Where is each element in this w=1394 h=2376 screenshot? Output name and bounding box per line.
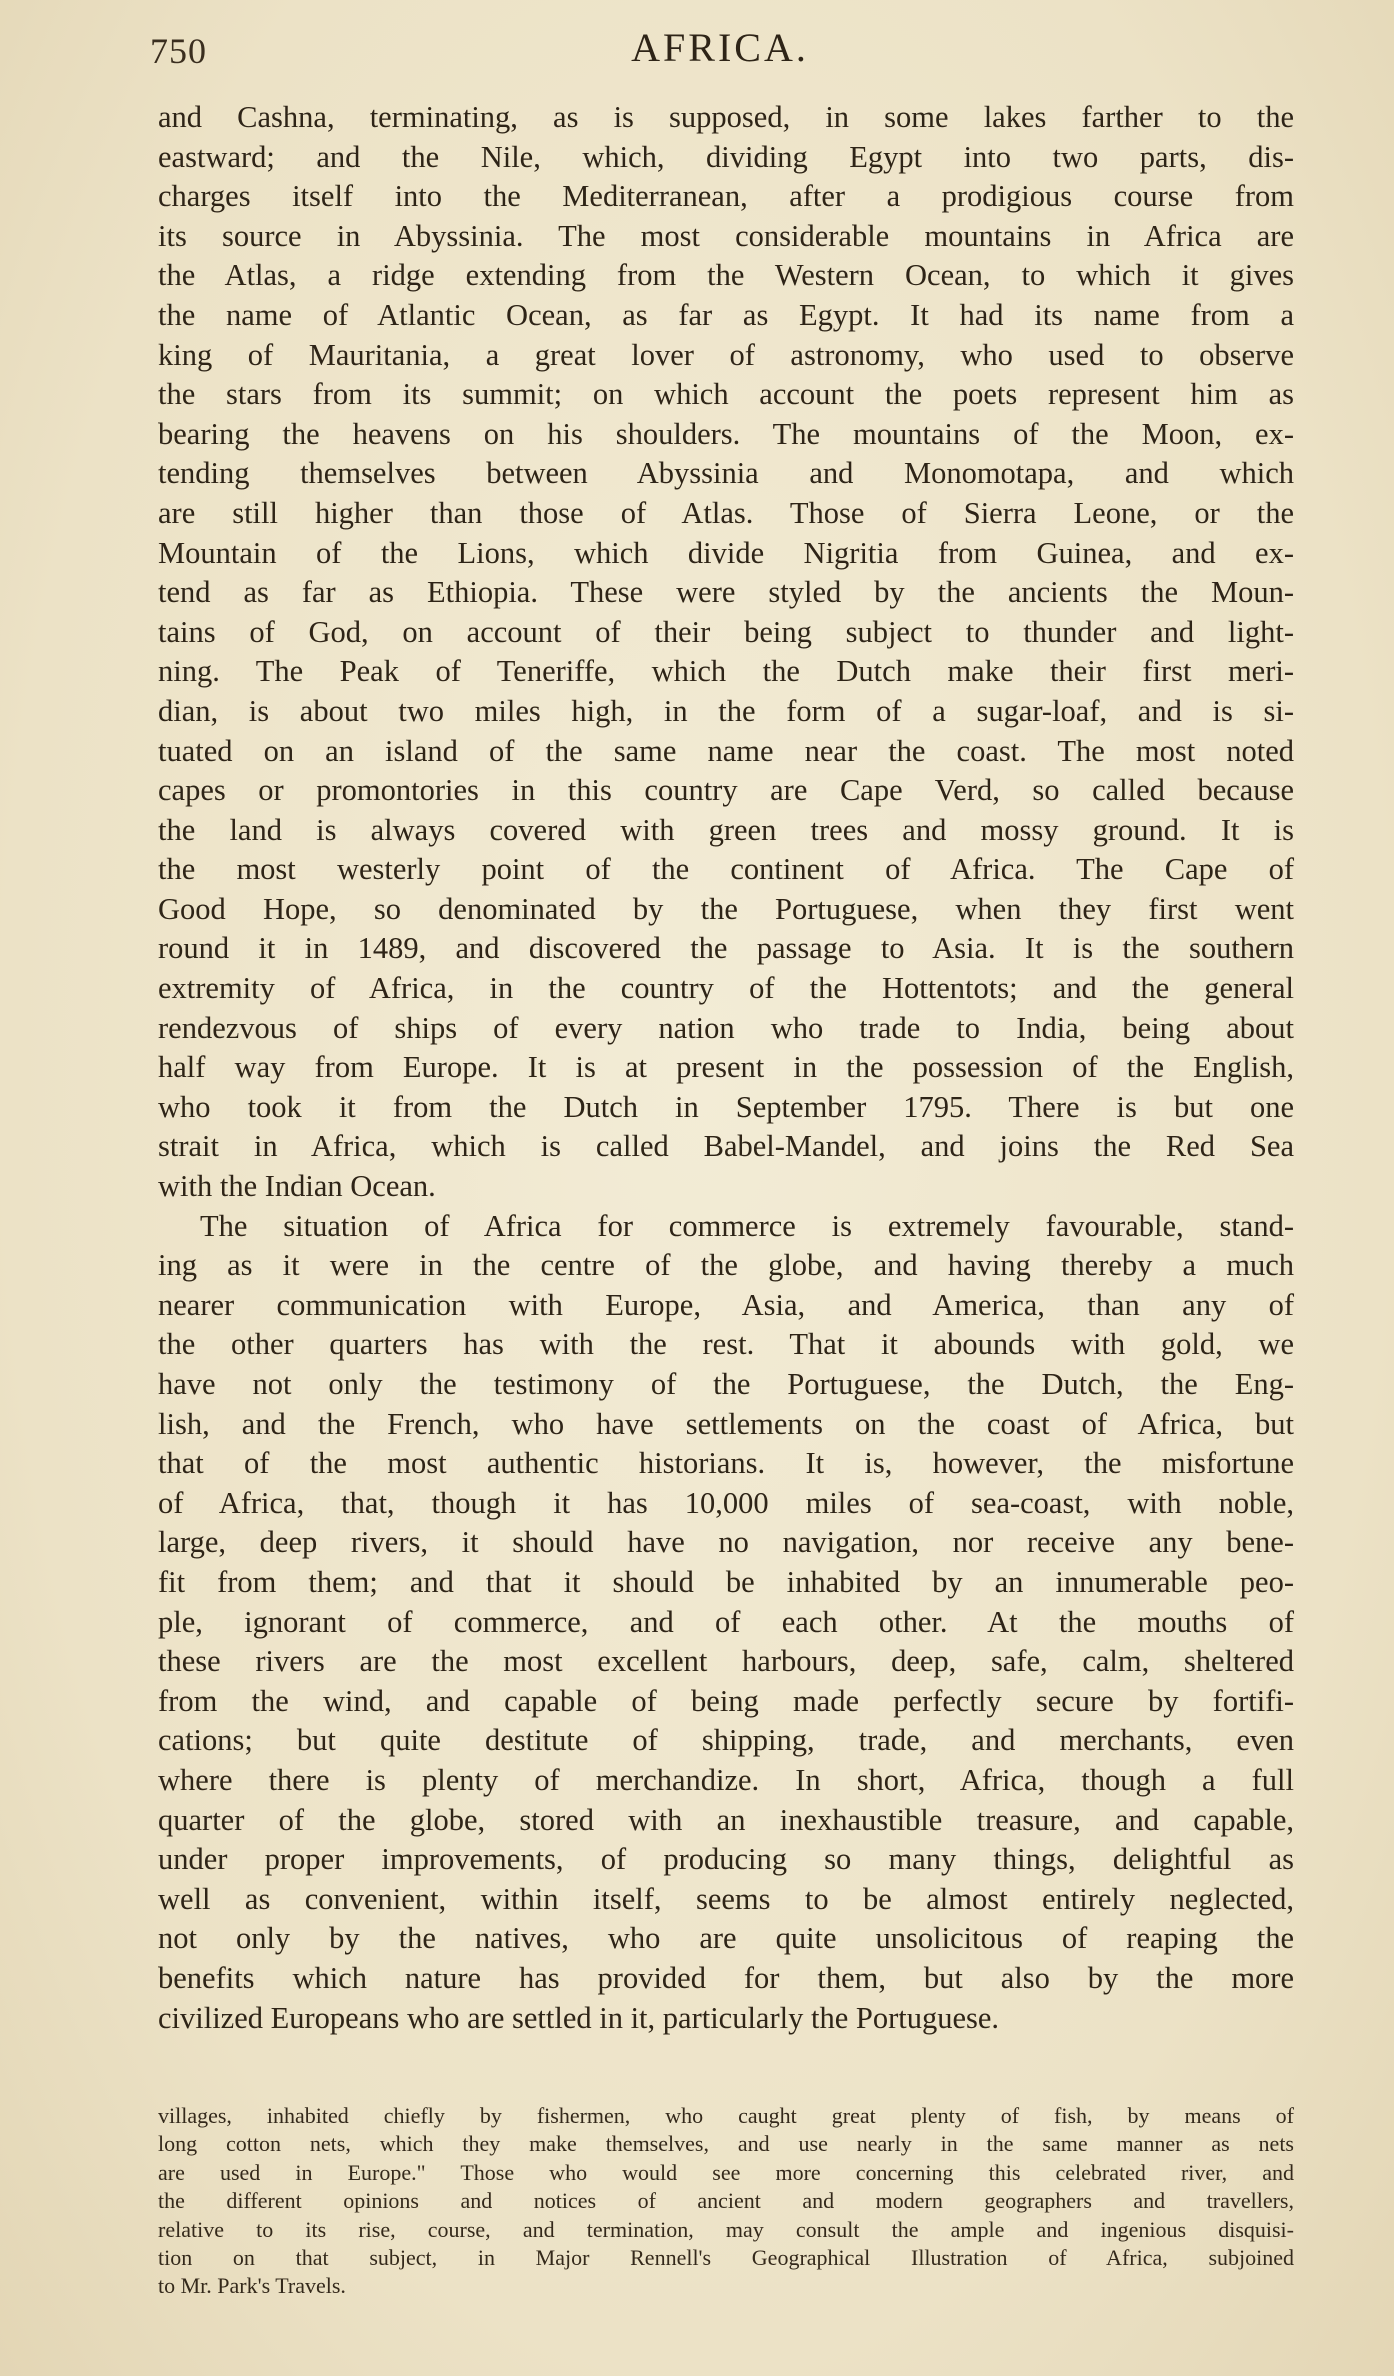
text-line: its source in Abyssinia. The most considerable mountains in Africa are	[158, 218, 1294, 253]
text-line: cations; but quite destitute of shipping, trade, and merchants, even	[158, 1723, 1294, 1758]
text-line: the Atlas, a ridge extending from the Western Ocean, to which it gives	[158, 258, 1294, 293]
text-line: charges itself into the Mediterranean, after a prodigious course from	[158, 179, 1294, 214]
footnote-line: the different opinions and notices of ancient and modern geographers and travellers,	[158, 2188, 1294, 2214]
text-line: tending themselves between Abyssinia and Monomotapa, and which	[158, 456, 1294, 491]
text-line: fit from them; and that it should be inhabited by an innumerable peo-	[158, 1564, 1294, 1599]
footnote-line: to Mr. Park's Travels.	[158, 2273, 346, 2299]
footnote-line: are used in Europe." Those who would see more concerning this celebrated river, and	[158, 2159, 1294, 2185]
text-line: civilized Europeans who are settled in it, particularly the Portuguese.	[158, 2000, 1000, 2035]
text-line: dian, is about two miles high, in the form of a sugar-loaf, and is si-	[158, 693, 1294, 728]
text-line: with the Indian Ocean.	[158, 1169, 436, 1204]
text-line: who took it from the Dutch in September 1795. There is but one	[158, 1089, 1294, 1124]
footnote-line: relative to its rise, course, and termination, may consult the ample and ingenious disquisi-	[158, 2216, 1294, 2242]
paragraph-start-line: The situation of Africa for commerce is extremely favourable, stand-	[200, 1208, 1294, 1243]
text-line: tend as far as Ethiopia. These were styled by the ancients the Moun-	[158, 575, 1294, 610]
page-number: 750	[150, 31, 207, 71]
running-head: AFRICA.	[631, 25, 809, 70]
text-line: Good Hope, so denominated by the Portuguese, when they first went	[158, 891, 1294, 926]
text-line: quarter of the globe, stored with an inexhaustible treasure, and capable,	[158, 1802, 1294, 1837]
text-line: extremity of Africa, in the country of the Hottentots; and the general	[158, 971, 1294, 1006]
text-line: the stars from its summit; on which account the poets represent him as	[158, 377, 1294, 412]
text-line: half way from Europe. It is at present in the possession of the English,	[158, 1050, 1294, 1085]
text-line: and Cashna, terminating, as is supposed, in some lakes farther to the	[158, 100, 1294, 134]
text-line: benefits which nature has provided for them, but also by the more	[158, 1960, 1294, 1995]
text-line: the name of Atlantic Ocean, as far as Egypt. It had its name from a	[158, 297, 1294, 332]
page-header	[150, 24, 1290, 74]
text-line: round it in 1489, and discovered the passage to Asia. It is the southern	[158, 931, 1294, 966]
text-line: nearer communication with Europe, Asia, and America, than any of	[158, 1287, 1294, 1322]
footnote	[158, 2102, 1294, 2301]
text-line: from the wind, and capable of being made perfectly secure by fortifi-	[158, 1683, 1294, 1718]
text-line: tains of God, on account of their being subject to thunder and light-	[158, 614, 1294, 649]
text-line: strait in Africa, which is called Babel-Mandel, and joins the Red Sea	[158, 1129, 1294, 1164]
text-line: these rivers are the most excellent harbours, deep, safe, calm, sheltered	[158, 1644, 1294, 1679]
text-line: the most westerly point of the continent of Africa. The Cape of	[158, 852, 1294, 887]
main-text	[158, 98, 1294, 2038]
text-line: Mountain of the Lions, which divide Nigritia from Guinea, and ex-	[158, 535, 1294, 570]
footnote-line: long cotton nets, which they make themselves, and use nearly in the same manner as nets	[158, 2131, 1294, 2157]
text-line: ing as it were in the centre of the globe, and having thereby a much	[158, 1248, 1294, 1283]
text-line: are still higher than those of Atlas. Those of Sierra Leone, or the	[158, 495, 1294, 530]
text-line: large, deep rivers, it should have no navigation, nor receive any bene-	[158, 1525, 1294, 1560]
text-line: ple, ignorant of commerce, and of each other. At the mouths of	[158, 1604, 1294, 1639]
text-line: not only by the natives, who are quite unsolicitous of reaping the	[158, 1921, 1294, 1956]
text-line: the other quarters has with the rest. That it abounds with gold, we	[158, 1327, 1294, 1362]
text-line: king of Mauritania, a great lover of astronomy, who used to observe	[158, 337, 1294, 372]
text-line: eastward; and the Nile, which, dividing Egypt into two parts, dis-	[158, 139, 1294, 174]
text-line: tuated on an island of the same name near the coast. The most noted	[158, 733, 1294, 768]
text-line: under proper improvements, of producing so many things, delightful as	[158, 1842, 1294, 1877]
text-line: have not only the testimony of the Portuguese, the Dutch, the Eng-	[158, 1367, 1294, 1401]
text-line: that of the most authentic historians. It is, however, the misfortune	[158, 1446, 1294, 1481]
text-line: of Africa, that, though it has 10,000 miles of sea-coast, with noble,	[158, 1485, 1294, 1520]
text-line: capes or promontories in this country are Cape Verd, so called because	[158, 773, 1294, 808]
footnote-line: tion on that subject, in Major Rennell's Geographical Illustration of Africa, subjoined	[158, 2244, 1294, 2270]
text-line: rendezvous of ships of every nation who trade to India, being about	[158, 1010, 1294, 1045]
text-line: bearing the heavens on his shoulders. The mountains of the Moon, ex-	[158, 416, 1294, 451]
text-line: ning. The Peak of Teneriffe, which the Dutch make their first meri-	[158, 654, 1294, 689]
text-line: where there is plenty of merchandize. In short, Africa, though a full	[158, 1762, 1294, 1797]
footnote-line: villages, inhabited chiefly by fishermen, who caught great plenty of fish, by means of	[158, 2103, 1294, 2128]
text-line: well as convenient, within itself, seems to be almost entirely neglected,	[158, 1881, 1294, 1916]
text-line: the land is always covered with green trees and mossy ground. It is	[158, 812, 1294, 847]
text-line: lish, and the French, who have settlements on the coast of Africa, but	[158, 1406, 1294, 1441]
